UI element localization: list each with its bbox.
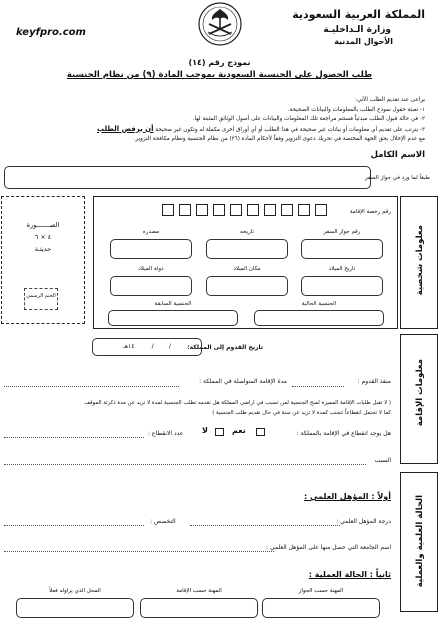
notes-item-2: ٢- في حالة قبول الطلب مبدئياً فستتم مراجعة تلك المعلومات والبيانات على أصول الوثائق المثبتة لها. [192, 116, 425, 122]
notes-heading: يراعى عند تقديم الطلب الآتي: [355, 97, 425, 103]
residency-no-label: رقم رخصة الإقامة [349, 209, 391, 215]
form-number: نموذج رقم (١٤) [188, 58, 251, 67]
birth-date-field[interactable] [301, 276, 383, 296]
duration-label: مدة الإقامة المتواصلة في المملكة : [199, 378, 287, 385]
digit-cell[interactable] [264, 204, 276, 216]
digit-cell[interactable] [247, 204, 259, 216]
workplace-label: المحل الذي يزاوله فعلاً [49, 588, 101, 594]
passport-no-field[interactable] [301, 239, 383, 259]
job-residency-field[interactable] [140, 598, 258, 618]
full-name-label: الاسم الكامل [370, 150, 425, 160]
current-nationality-field[interactable] [254, 310, 384, 326]
birth-place-label: مكان الميلاد [233, 266, 261, 272]
no-label: لا [202, 426, 208, 435]
interruption-days-field[interactable] [4, 437, 144, 438]
workplace-field[interactable] [16, 598, 134, 618]
arrival-date-label: تاريخ القدوم إلى المملكة: [187, 344, 263, 351]
ministry-name: وزارة الـداخليـة [323, 25, 391, 35]
personal-side-tab [400, 196, 438, 329]
birth-country-field[interactable] [110, 276, 192, 296]
personal-info-section [1, 196, 438, 329]
reason-field[interactable] [4, 464, 366, 465]
residency-no-cells[interactable] [162, 204, 352, 216]
full-name-hint: طبقاً لما ورد في جواز السفر [364, 175, 430, 181]
yes-checkbox[interactable] [256, 428, 265, 436]
duration-field[interactable] [4, 386, 179, 387]
no-checkbox[interactable] [215, 428, 224, 436]
birth-date-label: تاريخ الميلاد [328, 266, 356, 272]
photo-size: ٤ × ٦ [34, 233, 52, 241]
notes-item-1: ١- تعبئة حقول نموذج الطلب بالمعلومات والبيانات الصحيحة. [287, 106, 425, 113]
photo-label: الصـــــــورة [26, 221, 60, 229]
education-title: أولاً : المؤهل العلمي : [303, 492, 391, 501]
notes-continuation: مع عدم الإخلال بحق الجهة المختصة في تحريك دعوى التزوير وفقاً لأحكام المادة (٢٦) من نظام الجنسية ونظام مكافحة التزوير. [133, 136, 425, 142]
education-side-label: الحالة العلمية والعملية [415, 495, 425, 588]
issue-date-label: تاريخه [240, 229, 254, 235]
digit-cell[interactable] [298, 204, 310, 216]
emblem-logo [198, 2, 242, 46]
port-field[interactable] [292, 386, 344, 387]
yes-label: نعم [232, 426, 246, 435]
notes-item-3-text: ٣- يترتب على تقديم أي معلومات أو بيانات غير صحيحة في هذا الطلب أو أي أوراق أخرى مكملة له وتكون غير صحيحة [155, 126, 425, 133]
residency-rule: ( لا تقبل طلبات الإقامة المميزة لمنح الجنسية لمن تسبب في أراضي المملكة هل تقدمه تطلب الجنسية لمدة لا تزيد عن مدة ذكرتة الموقف [84, 400, 391, 406]
stamp-area [24, 288, 58, 310]
residency-side-tab [400, 334, 438, 464]
birth-country-label: دولة الميلاد [138, 266, 164, 272]
stamp-label: الختم الرسمي [26, 293, 56, 299]
issue-date-field[interactable] [206, 239, 288, 259]
institution-label: اسم الجامعة التي حصل منها على المؤهل العلمي : [265, 544, 391, 551]
personal-side-label: معلومات شخصية [415, 225, 425, 296]
residency-rule-2: كما لا تجتمل انقطاعاً تتجنب كمدة لا تزيد عن سنة في حال تقديم طلب الجنسية ) [212, 410, 391, 416]
arrival-date-placeholder: / / ١٤هـ [123, 343, 171, 350]
institution-field[interactable] [4, 551, 274, 552]
degree-field[interactable] [190, 525, 340, 526]
digit-cell[interactable] [179, 204, 191, 216]
passport-no-label: رقم جواز السفر [323, 229, 361, 235]
specialty-field[interactable] [4, 525, 144, 526]
digit-cell[interactable] [213, 204, 225, 216]
interruption-days-label: عدد الانقطاع : [148, 430, 184, 437]
notes-emphasis: أن يرفض الطلب [97, 124, 154, 133]
full-name-field[interactable] [4, 166, 371, 189]
notes-block [5, 96, 425, 145]
digit-cell[interactable] [315, 204, 327, 216]
notes-item-3 [5, 125, 425, 136]
reason-label: السبب [374, 457, 391, 464]
watermark: keyfpro.com [16, 27, 86, 38]
previous-nationality-label: الجنسية السابقة [154, 301, 192, 307]
work-title: ثانياً : الحالة العملية : [308, 570, 391, 579]
form-title: طلب الحصول على الجنسية السعودية بموجب المادة (٩) من نظام الجنسية [66, 70, 373, 80]
job-passport-label: المهنة حسب الجواز [298, 588, 344, 594]
degree-label: درجة المؤهل العلمي : [336, 518, 391, 525]
kingdom-name: المملكة العربية السعودية [292, 8, 425, 21]
interruption-label: هل يوجد انقطاع في الإقامة بالمملكة : [296, 430, 391, 437]
digit-cell[interactable] [196, 204, 208, 216]
education-side-tab [400, 472, 438, 612]
digit-cell[interactable] [162, 204, 174, 216]
port-label: منفذ القدوم : [357, 378, 391, 385]
job-passport-field[interactable] [262, 598, 380, 618]
issue-place-field[interactable] [110, 239, 192, 259]
job-residency-label: المهنة حسب الإقامة [176, 588, 222, 594]
residency-side-label: معلومات الإقامة [415, 359, 425, 427]
specialty-label: التخصص : [150, 518, 176, 525]
photo-box[interactable] [1, 196, 85, 324]
digit-cell[interactable] [230, 204, 242, 216]
photo-note: حديثـة [34, 245, 52, 253]
current-nationality-label: الجنسية الحالية [301, 301, 337, 307]
arrival-date-field[interactable] [92, 338, 202, 356]
digit-cell[interactable] [281, 204, 293, 216]
personal-fields-box [93, 196, 398, 329]
issue-place-label: مصدره [142, 229, 160, 235]
previous-nationality-field[interactable] [108, 310, 238, 326]
birth-place-field[interactable] [206, 276, 288, 296]
department-name: الأحوال المدنية [334, 37, 393, 46]
